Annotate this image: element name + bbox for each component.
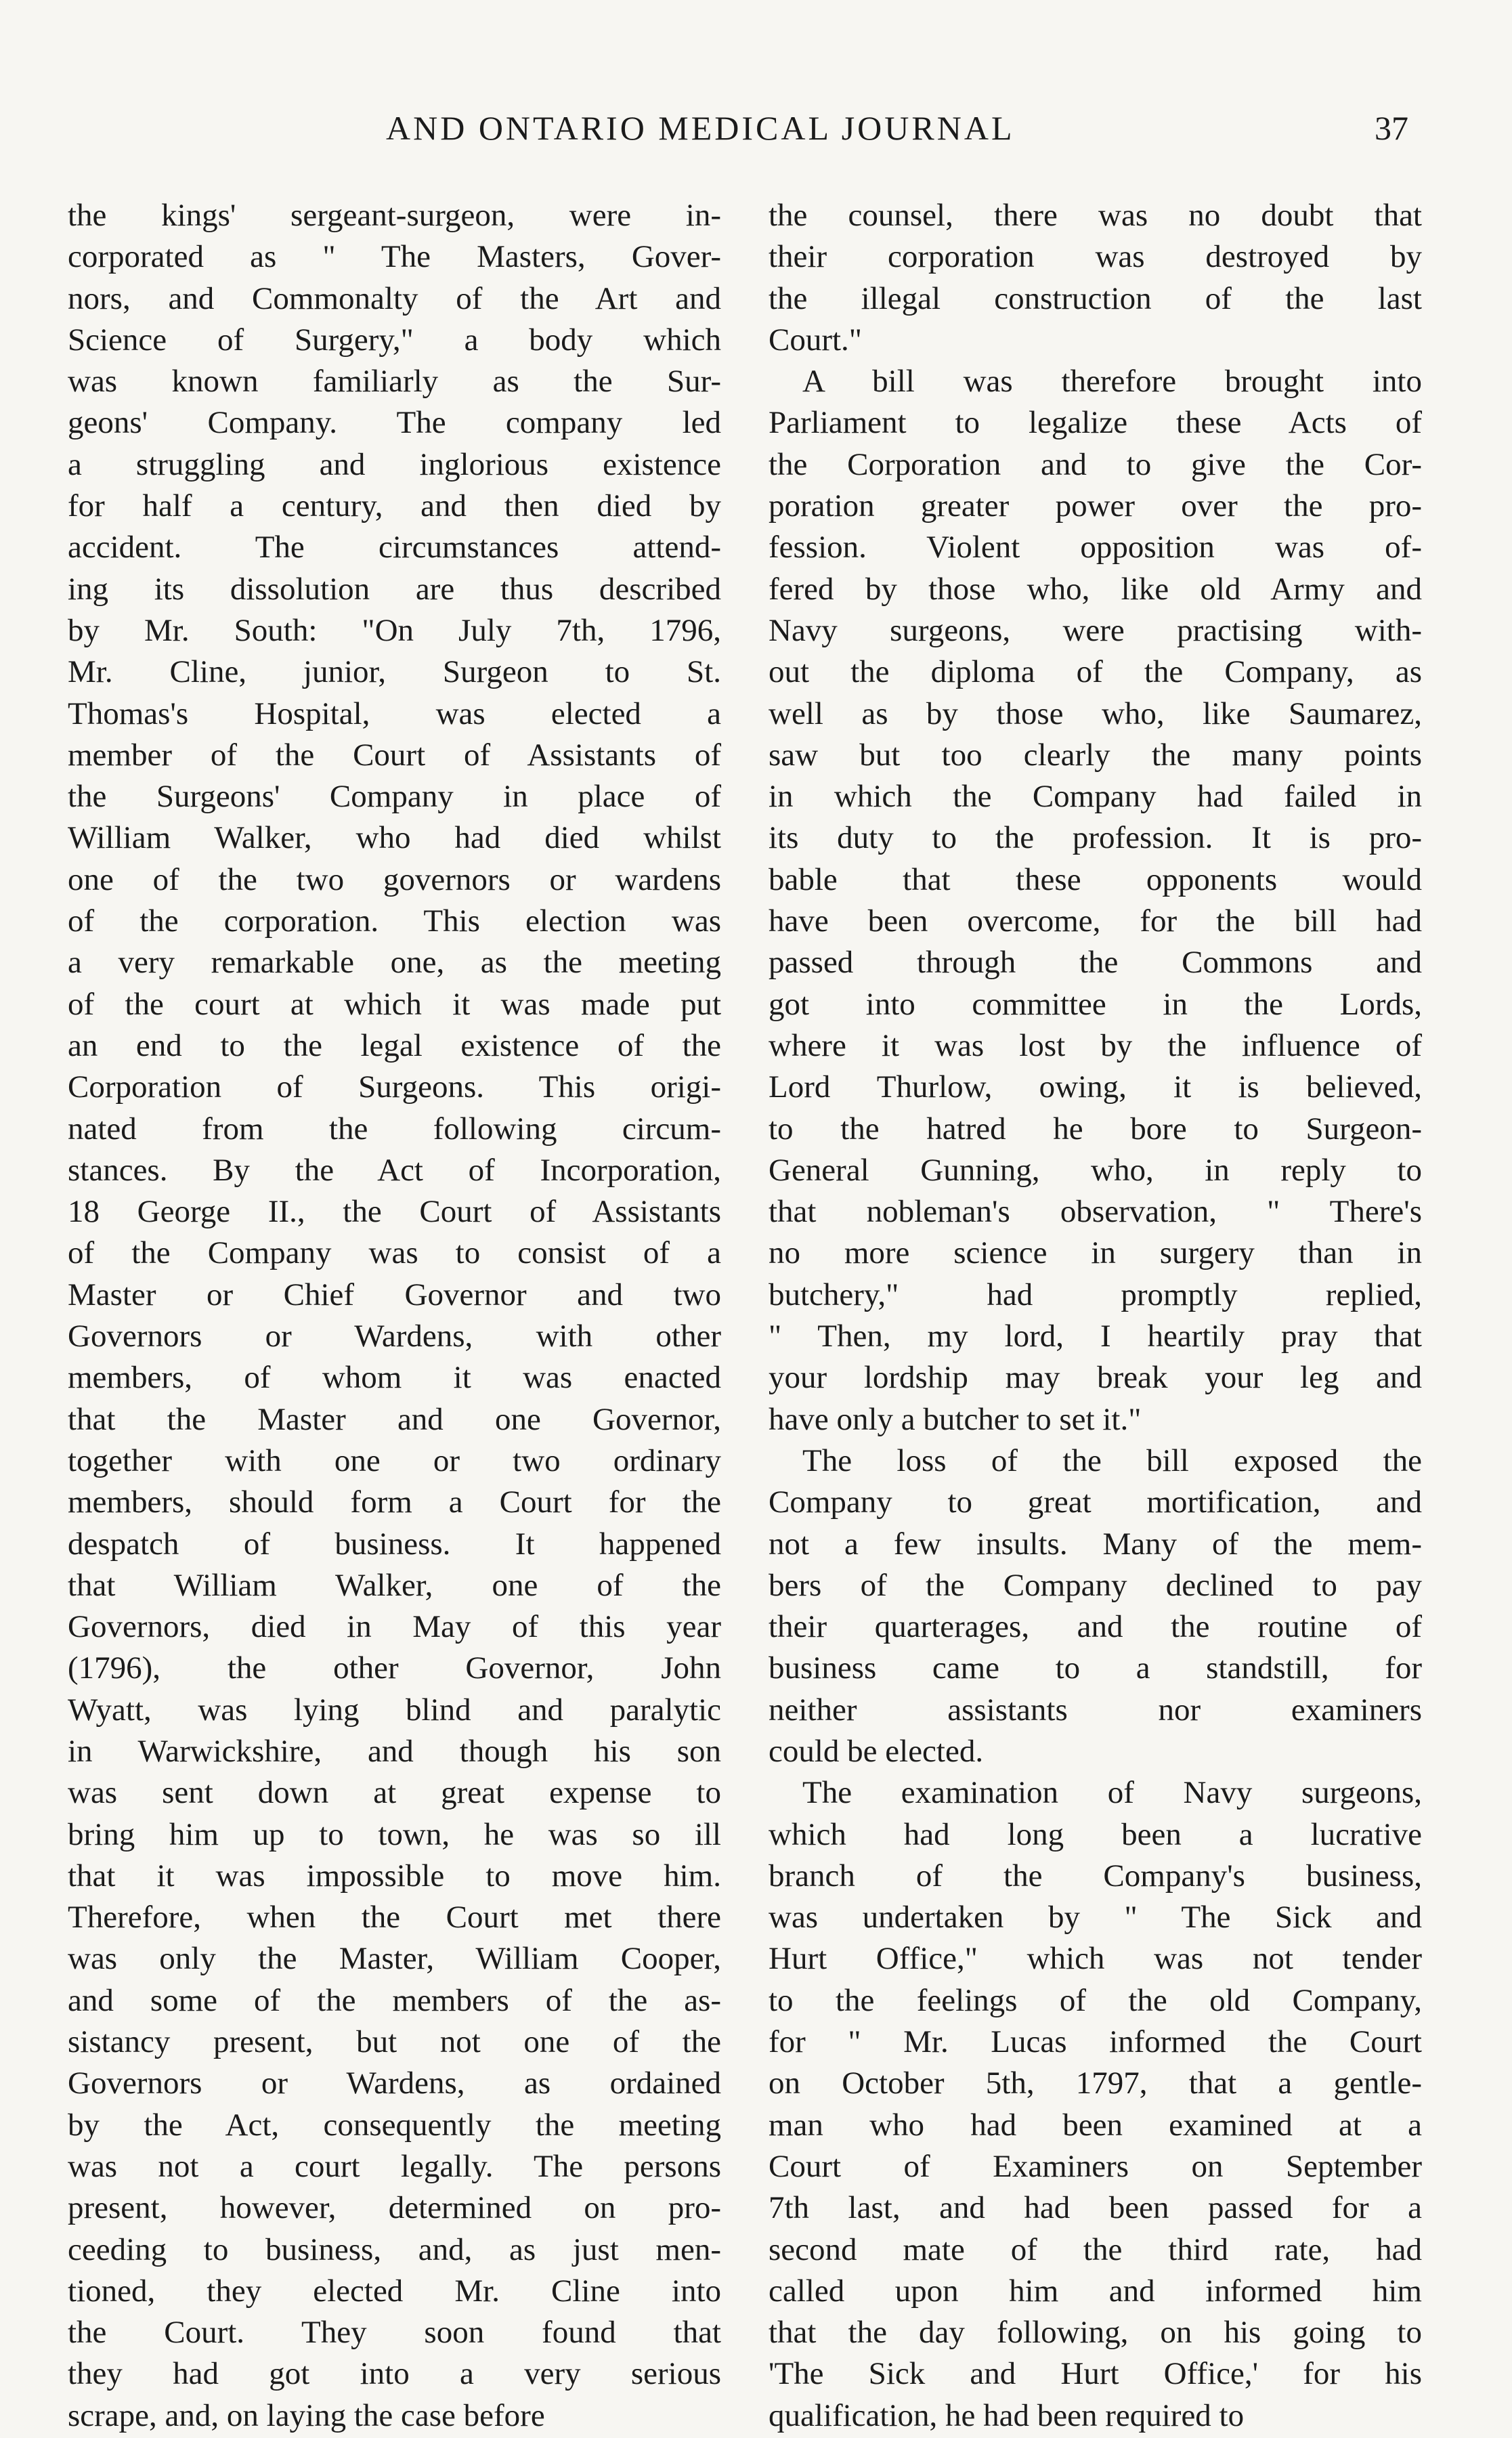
text-line: 18 George II., the Court of Assistants	[68, 1194, 721, 1230]
text-line: corporated as " The Masters, Gover-	[68, 239, 721, 275]
text-line: not a few insults. Many of the mem-	[769, 1526, 1422, 1562]
text-line: Thomas's Hospital, was elected a	[68, 696, 721, 731]
text-line: accident. The circumstances attend-	[68, 530, 721, 565]
text-line: The loss of the bill exposed the	[802, 1442, 1422, 1478]
text-line: bers of the Company declined to pay	[769, 1567, 1422, 1603]
text-line: a struggling and inglorious existence	[68, 446, 721, 482]
text-line: their corporation was destroyed by	[769, 239, 1422, 275]
text-line: scrape, and, on laying the case before	[68, 2397, 545, 2433]
text-line: was undertaken by " The Sick and	[769, 1900, 1422, 1936]
text-line: butchery," had promptly replied,	[769, 1277, 1422, 1312]
text-line: nated from the following circum-	[68, 1111, 721, 1147]
text-line: the illegal construction of the last	[769, 280, 1422, 316]
text-line: its duty to the profession. It is pro-	[769, 820, 1422, 856]
text-line: the Surgeons' Company in place of	[68, 779, 721, 815]
text-line: have only a butcher to set it."	[769, 1401, 1142, 1437]
text-line: together with one or two ordinary	[68, 1442, 721, 1478]
text-line: a very remarkable one, as the meeting	[68, 945, 721, 981]
text-line: out the diploma of the Company, as	[769, 654, 1422, 690]
text-line: no more science in surgery than in	[769, 1235, 1422, 1271]
text-line: got into committee in the Lords,	[769, 986, 1422, 1022]
text-line: was sent down at great expense to	[68, 1775, 721, 1811]
text-line: sistancy present, but not one of the	[68, 2024, 721, 2060]
text-line: (1796), the other Governor, John	[68, 1650, 721, 1686]
text-line: in which the Company had failed in	[769, 779, 1422, 815]
text-line: of the court at which it was made put	[68, 986, 721, 1022]
page-header	[0, 108, 1512, 163]
text-line: Governors or Wardens, with other	[68, 1319, 721, 1354]
text-line: called upon him and informed him	[769, 2273, 1422, 2309]
text-line: on October 5th, 1797, that a gentle-	[769, 2066, 1422, 2101]
text-line: to the feelings of the old Company,	[769, 1982, 1422, 2018]
left-text-column	[68, 195, 721, 2437]
text-line: the counsel, there was no doubt that	[769, 198, 1422, 233]
text-line: the kings' sergeant-surgeon, were in-	[68, 198, 721, 233]
text-line: Company to great mortification, and	[769, 1484, 1422, 1520]
text-line: Parliament to legalize these Acts of	[769, 405, 1422, 441]
text-line: Navy surgeons, were practising with-	[769, 612, 1422, 648]
text-line: that the day following, on his going to	[769, 2315, 1422, 2351]
text-line: A bill was therefore brought into	[802, 364, 1422, 400]
text-line: where it was lost by the influence of	[769, 1027, 1422, 1063]
text-line: passed through the Commons and	[769, 945, 1422, 981]
text-line: members, of whom it was enacted	[68, 1360, 721, 1396]
text-line: member of the Court of Assistants of	[68, 737, 721, 773]
text-line: ing its dissolution are thus described	[68, 571, 721, 607]
text-line: saw but too clearly the many points	[769, 737, 1422, 773]
page-number: 37	[1375, 109, 1408, 147]
text-line: for half a century, and then died by	[68, 488, 721, 524]
text-line: Master or Chief Governor and two	[68, 1277, 721, 1312]
text-line: Lord Thurlow, owing, it is believed,	[769, 1069, 1422, 1105]
text-line: man who had been examined at a	[769, 2107, 1422, 2143]
text-line: fered by those who, like old Army and	[769, 571, 1422, 607]
text-line: was not a court legally. The persons	[68, 2148, 721, 2184]
text-line: Governors or Wardens, as ordained	[68, 2066, 721, 2101]
text-line: their quarterages, and the routine of	[769, 1609, 1422, 1645]
text-line: by Mr. South: "On July 7th, 1796,	[68, 612, 721, 648]
text-line: the Court. They soon found that	[68, 2315, 721, 2351]
text-line: and some of the members of the as-	[68, 1982, 721, 2018]
text-line: well as by those who, like Saumarez,	[769, 696, 1422, 731]
text-line: despatch of business. It happened	[68, 1526, 721, 1562]
text-line: General Gunning, who, in reply to	[769, 1152, 1422, 1188]
text-line: was only the Master, William Cooper,	[68, 1941, 721, 1977]
text-line: for " Mr. Lucas informed the Court	[769, 2024, 1422, 2060]
text-line: bring him up to town, he was so ill	[68, 1816, 721, 1852]
text-line: Corporation of Surgeons. This origi-	[68, 1069, 721, 1105]
text-line: poration greater power over the pro-	[769, 488, 1422, 524]
text-line: nors, and Commonalty of the Art and	[68, 280, 721, 316]
text-line: geons' Company. The company led	[68, 405, 721, 441]
text-line: branch of the Company's business,	[769, 1858, 1422, 1894]
text-line: Wyatt, was lying blind and paralytic	[68, 1692, 721, 1728]
text-line: an end to the legal existence of the	[68, 1027, 721, 1063]
text-line: ceeding to business, and, as just men-	[68, 2231, 721, 2267]
text-line: second mate of the third rate, had	[769, 2231, 1422, 2267]
text-line: stances. By the Act of Incorporation,	[68, 1152, 721, 1188]
text-line: William Walker, who had died whilst	[68, 820, 721, 856]
text-line: members, should form a Court for the	[68, 1484, 721, 1520]
text-line: was known familiarly as the Sur-	[68, 364, 721, 400]
text-line: Mr. Cline, junior, Surgeon to St.	[68, 654, 721, 690]
text-line: that the Master and one Governor,	[68, 1401, 721, 1437]
text-line: they had got into a very serious	[68, 2356, 721, 2392]
text-line: to the hatred he bore to Surgeon-	[769, 1111, 1422, 1147]
text-line: bable that these opponents would	[769, 861, 1422, 897]
text-line: of the corporation. This election was	[68, 903, 721, 939]
text-line: fession. Violent opposition was of-	[769, 530, 1422, 565]
text-line: that nobleman's observation, " There's	[769, 1194, 1422, 1230]
text-line: Science of Surgery," a body which	[68, 322, 721, 358]
text-line: business came to a standstill, for	[769, 1650, 1422, 1686]
text-line: Therefore, when the Court met there	[68, 1900, 721, 1936]
right-text-column	[769, 195, 1422, 2437]
text-line: Court."	[769, 322, 862, 358]
text-line: Governors, died in May of this year	[68, 1609, 721, 1645]
text-line: by the Act, consequently the meeting	[68, 2107, 721, 2143]
text-line: Court of Examiners on September	[769, 2148, 1422, 2184]
text-line: of the Company was to consist of a	[68, 1235, 721, 1271]
text-line: that it was impossible to move him.	[68, 1858, 721, 1894]
text-line: which had long been a lucrative	[769, 1816, 1422, 1852]
text-line: could be elected.	[769, 1733, 984, 1769]
text-line: 'The Sick and Hurt Office,' for his	[769, 2356, 1422, 2392]
text-line: Hurt Office," which was not tender	[769, 1941, 1422, 1977]
text-line: 7th last, and had been passed for a	[769, 2190, 1422, 2226]
text-line: have been overcome, for the bill had	[769, 903, 1422, 939]
text-line: in Warwickshire, and though his son	[68, 1733, 721, 1769]
text-line: present, however, determined on pro-	[68, 2190, 721, 2226]
text-line: neither assistants nor examiners	[769, 1692, 1422, 1728]
text-line: your lordship may break your leg and	[769, 1360, 1422, 1396]
running-title: AND ONTARIO MEDICAL JOURNAL	[386, 109, 1015, 147]
text-line: The examination of Navy surgeons,	[802, 1775, 1422, 1811]
text-line: the Corporation and to give the Cor-	[769, 446, 1422, 482]
text-line: that William Walker, one of the	[68, 1567, 721, 1603]
text-line: qualification, he had been required to	[769, 2397, 1245, 2433]
text-line: one of the two governors or wardens	[68, 861, 721, 897]
text-line: tioned, they elected Mr. Cline into	[68, 2273, 721, 2309]
text-line: " Then, my lord, I heartily pray that	[769, 1319, 1422, 1354]
